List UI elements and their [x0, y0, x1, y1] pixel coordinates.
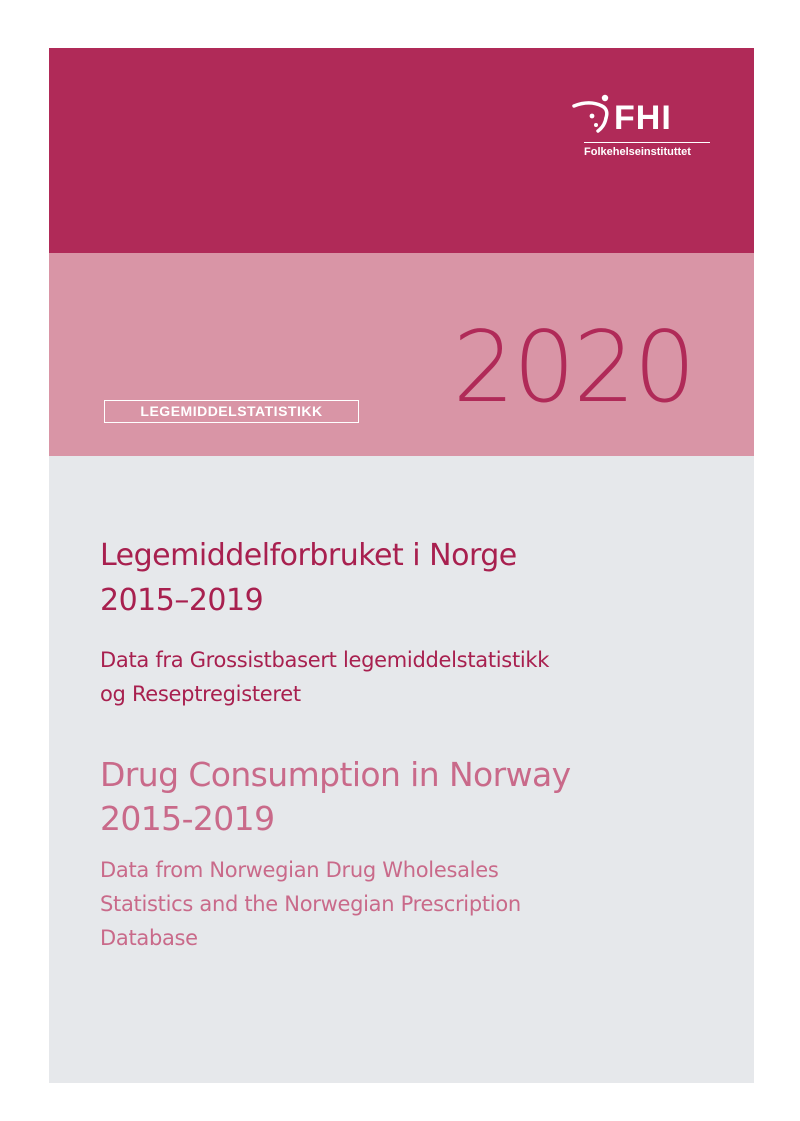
norwegian-title-line: Legemiddelforbruket i Norge [100, 538, 517, 573]
fhi-wordmark: FHI [614, 99, 672, 137]
norwegian-title [100, 533, 517, 623]
report-cover [49, 48, 754, 1083]
series-label: LEGEMIDDELSTATISTIKK [104, 400, 359, 423]
cover-year-band [49, 253, 754, 456]
norwegian-subtitle [100, 643, 549, 711]
english-title-line: 2015-2019 [100, 799, 275, 838]
english-subtitle-line: Data from Norwegian Drug Wholesales [100, 858, 499, 882]
english-subtitle-line: Statistics and the Norwegian Prescription [100, 892, 521, 916]
cover-top-band [49, 48, 754, 253]
english-title [100, 753, 571, 841]
norwegian-title-line: 2015–2019 [100, 583, 264, 618]
fhi-logo [570, 92, 710, 162]
fhi-institute-name: Folkehelseinstituttet [584, 146, 691, 158]
norwegian-subtitle-line: og Reseptregisteret [100, 682, 301, 706]
english-subtitle-line: Database [100, 926, 198, 950]
report-year: 2020 [452, 311, 694, 425]
norwegian-subtitle-line: Data fra Grossistbasert legemiddelstatistikk [100, 648, 550, 672]
fhi-figure-logo-icon [570, 92, 616, 136]
english-title-line: Drug Consumption in Norway [100, 755, 571, 794]
logo-divider [584, 142, 710, 143]
english-subtitle [100, 853, 521, 955]
